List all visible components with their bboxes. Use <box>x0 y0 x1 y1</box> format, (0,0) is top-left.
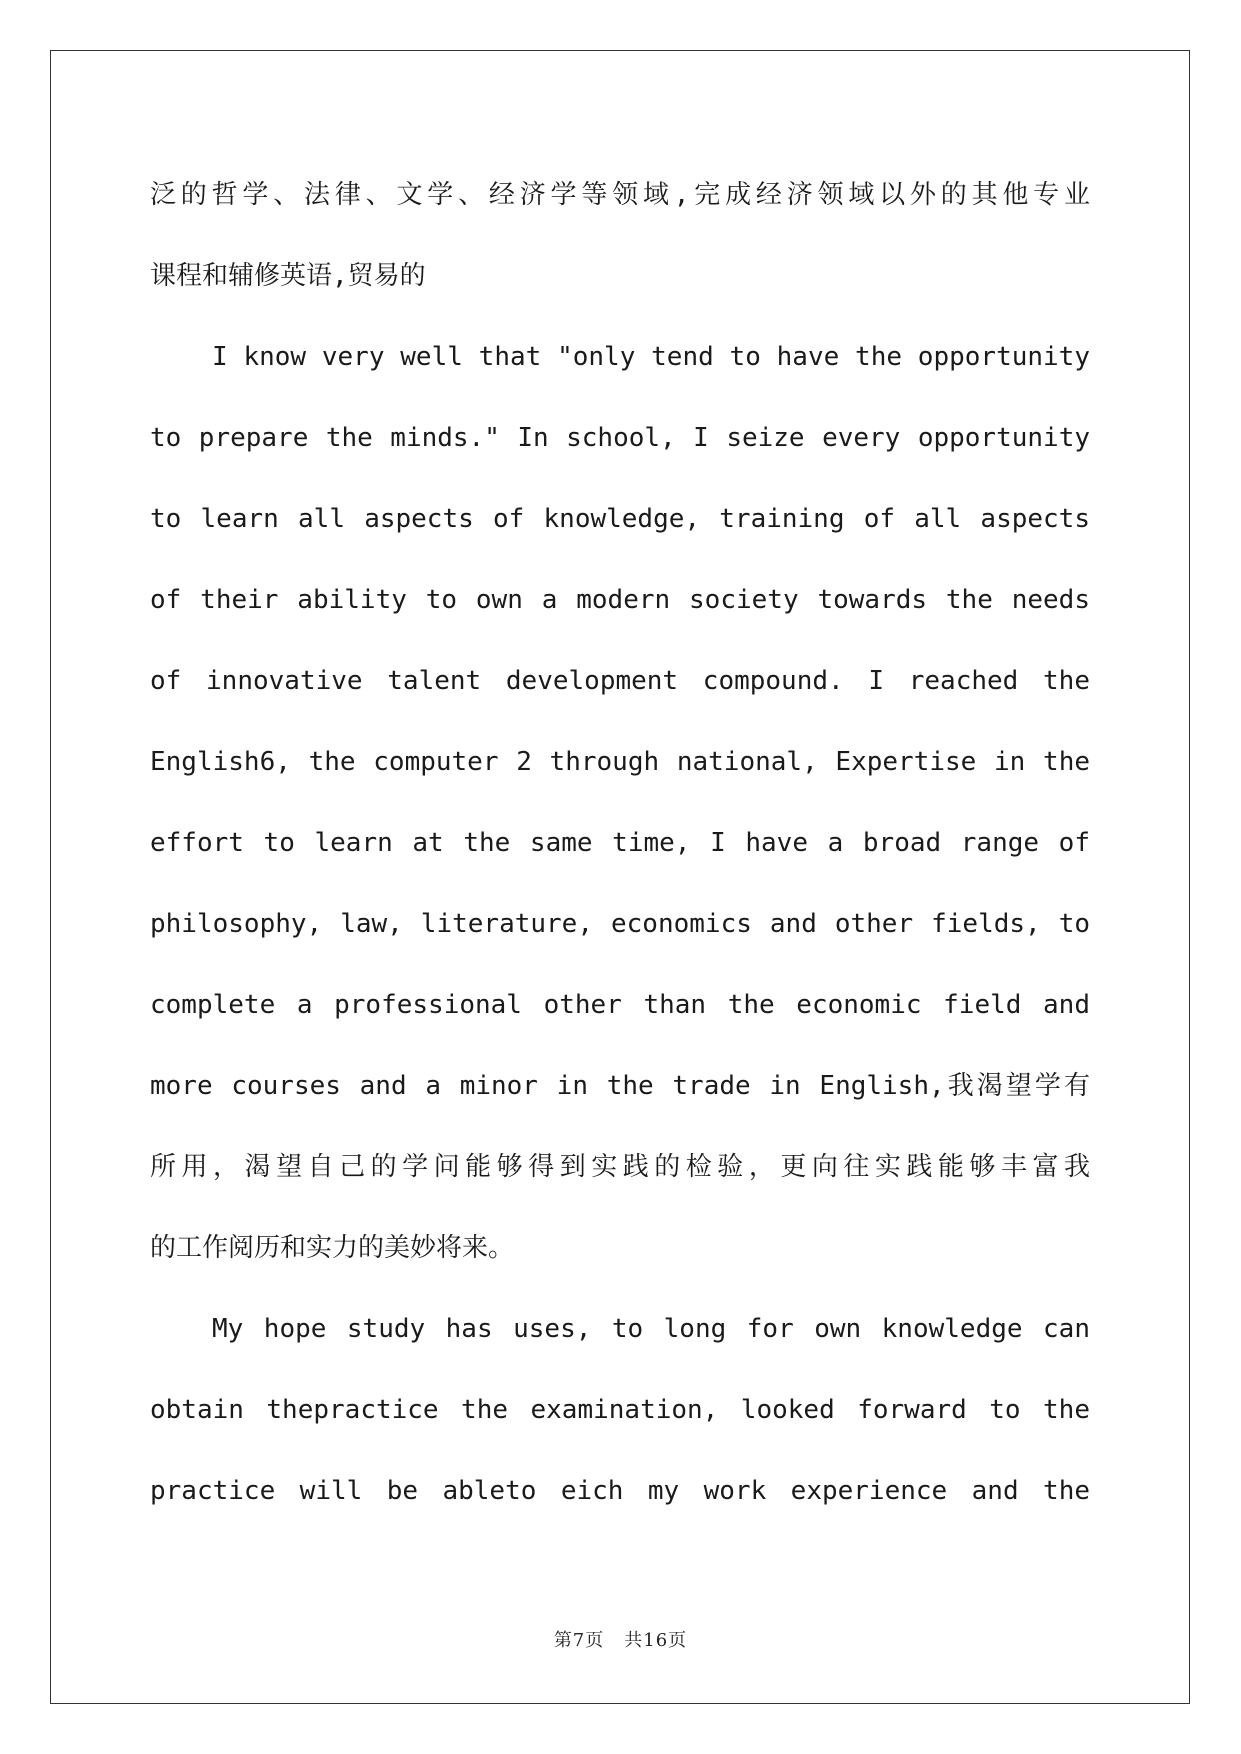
page-number: 第7页 <box>553 1630 605 1651</box>
text-line: philosophy, law, literature, economics and other fields, to <box>150 909 1090 939</box>
text-line: more courses and a minor in the trade in English,我渴望学有 <box>150 1071 1090 1101</box>
paragraph-1 <box>150 155 1090 317</box>
document-body <box>150 155 1090 1532</box>
text-line: to prepare the minds." In school, I seize every opportunity <box>150 423 1090 453</box>
paragraph-2 <box>150 317 1090 1289</box>
text-line: 课程和辅修英语,贸易的 <box>150 261 426 291</box>
text-line: obtain thepractice the examination, looked forward to the <box>150 1395 1090 1425</box>
text-line: 的工作阅历和实力的美妙将来。 <box>150 1233 515 1263</box>
text-line: English6, the computer 2 through national, Expertise in the <box>150 747 1090 777</box>
page-footer <box>0 1626 1241 1652</box>
text-line: of their ability to own a modern society towards the needs <box>150 585 1090 615</box>
text-line: of innovative talent development compound. I reached the <box>150 666 1090 696</box>
text-line: 泛的哲学、法律、文学、经济学等领域,完成经济领域以外的其他专业 <box>150 180 1090 210</box>
text-line: I know very well that "only tend to have the opportunity <box>212 342 1090 372</box>
text-line: 所用，渴望自己的学问能够得到实践的检验，更向往实践能够丰富我 <box>150 1152 1090 1182</box>
text-line: complete a professional other than the economic field and <box>150 990 1090 1020</box>
page-total: 共16页 <box>624 1630 688 1651</box>
paragraph-3 <box>150 1289 1090 1532</box>
text-line: My hope study has uses, to long for own knowledge can <box>212 1314 1090 1344</box>
text-line: effort to learn at the same time, I have a broad range of <box>150 828 1090 858</box>
text-line: practice will be ableto eich my work experience and the <box>150 1476 1090 1506</box>
text-line: to learn all aspects of knowledge, training of all aspects <box>150 504 1090 534</box>
